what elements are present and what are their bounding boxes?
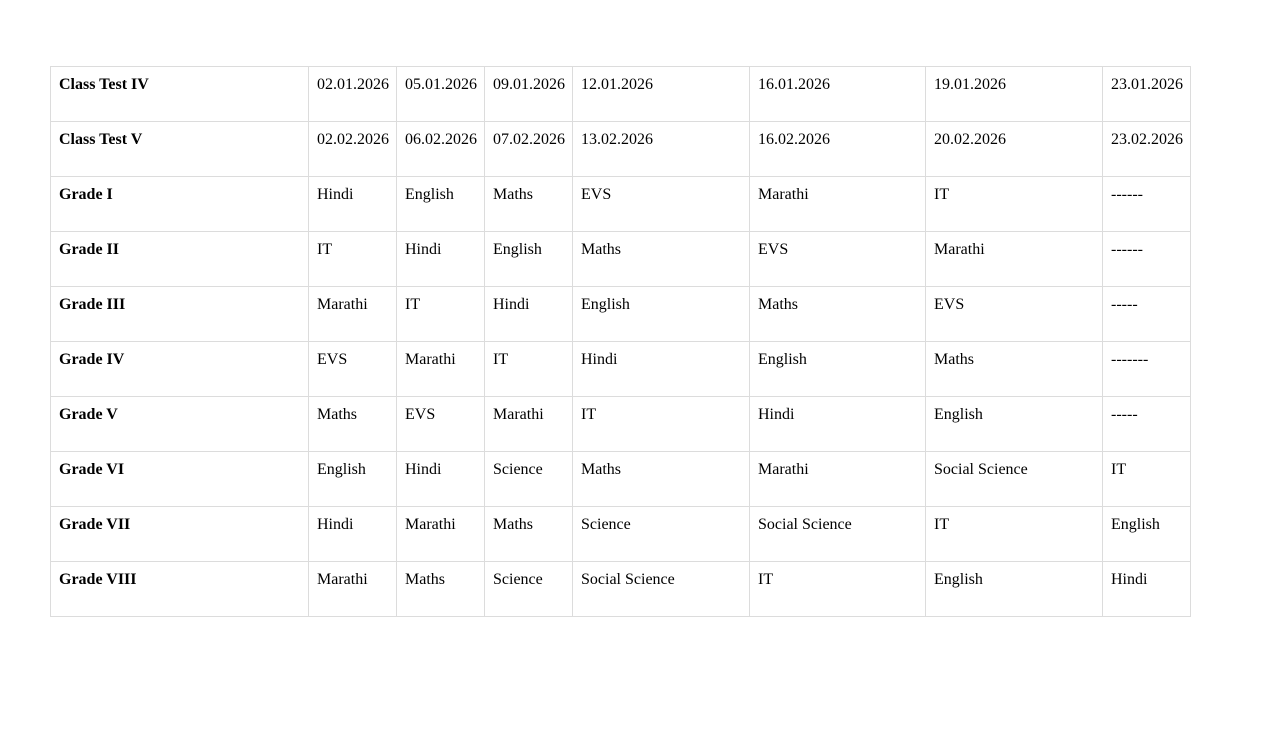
table-cell: IT bbox=[485, 342, 573, 397]
table-row bbox=[51, 397, 1191, 452]
table-cell: Hindi bbox=[485, 287, 573, 342]
table-cell: ------ bbox=[1103, 177, 1191, 232]
table-cell: 23.02.2026 bbox=[1103, 122, 1191, 177]
table-cell: Social Science bbox=[573, 562, 750, 617]
table-row bbox=[51, 342, 1191, 397]
row-label: Grade IV bbox=[51, 342, 309, 397]
table-cell: 23.01.2026 bbox=[1103, 67, 1191, 122]
table-cell: Social Science bbox=[750, 507, 926, 562]
table-cell: 02.01.2026 bbox=[309, 67, 397, 122]
table-cell: 07.02.2026 bbox=[485, 122, 573, 177]
table-cell: Marathi bbox=[309, 562, 397, 617]
table-cell: 12.01.2026 bbox=[573, 67, 750, 122]
row-label: Grade V bbox=[51, 397, 309, 452]
table-cell: English bbox=[1103, 507, 1191, 562]
table-cell: Maths bbox=[309, 397, 397, 452]
table-cell: English bbox=[309, 452, 397, 507]
table-cell: Marathi bbox=[397, 342, 485, 397]
table-cell: IT bbox=[573, 397, 750, 452]
row-label: Grade VI bbox=[51, 452, 309, 507]
table-cell: 19.01.2026 bbox=[926, 67, 1103, 122]
table-cell: Science bbox=[573, 507, 750, 562]
table-row bbox=[51, 177, 1191, 232]
table-cell: Maths bbox=[573, 452, 750, 507]
table-cell: 16.01.2026 bbox=[750, 67, 926, 122]
table-cell: EVS bbox=[573, 177, 750, 232]
table-cell: Maths bbox=[397, 562, 485, 617]
table-row bbox=[51, 287, 1191, 342]
table-cell: Marathi bbox=[309, 287, 397, 342]
table-cell: ----- bbox=[1103, 397, 1191, 452]
table-cell: EVS bbox=[309, 342, 397, 397]
table-cell: Hindi bbox=[309, 177, 397, 232]
table-cell: English bbox=[397, 177, 485, 232]
table-cell: 06.02.2026 bbox=[397, 122, 485, 177]
row-label: Grade VII bbox=[51, 507, 309, 562]
table-cell: Marathi bbox=[397, 507, 485, 562]
table-cell: IT bbox=[926, 507, 1103, 562]
table-row bbox=[51, 562, 1191, 617]
table-cell: English bbox=[485, 232, 573, 287]
table-cell: 16.02.2026 bbox=[750, 122, 926, 177]
row-label: Grade I bbox=[51, 177, 309, 232]
table-cell: Social Science bbox=[926, 452, 1103, 507]
row-label: Class Test IV bbox=[51, 67, 309, 122]
table-cell: Maths bbox=[573, 232, 750, 287]
table-cell: English bbox=[573, 287, 750, 342]
table-cell: 02.02.2026 bbox=[309, 122, 397, 177]
table-row bbox=[51, 507, 1191, 562]
table-cell: IT bbox=[926, 177, 1103, 232]
table-cell: Maths bbox=[926, 342, 1103, 397]
table-cell: Marathi bbox=[485, 397, 573, 452]
table-cell: Maths bbox=[485, 177, 573, 232]
table-cell: Science bbox=[485, 562, 573, 617]
table-cell: Marathi bbox=[926, 232, 1103, 287]
table-cell: English bbox=[926, 397, 1103, 452]
table-cell: 13.02.2026 bbox=[573, 122, 750, 177]
table-cell: Hindi bbox=[309, 507, 397, 562]
table-cell: EVS bbox=[926, 287, 1103, 342]
table-cell: IT bbox=[1103, 452, 1191, 507]
table-cell: Marathi bbox=[750, 452, 926, 507]
table-cell: 05.01.2026 bbox=[397, 67, 485, 122]
table-cell: English bbox=[926, 562, 1103, 617]
row-label: Grade II bbox=[51, 232, 309, 287]
row-label: Grade VIII bbox=[51, 562, 309, 617]
table-cell: IT bbox=[750, 562, 926, 617]
table-cell: Hindi bbox=[750, 397, 926, 452]
table-cell: Marathi bbox=[750, 177, 926, 232]
table-cell: Hindi bbox=[573, 342, 750, 397]
table-cell: ----- bbox=[1103, 287, 1191, 342]
table-cell: 09.01.2026 bbox=[485, 67, 573, 122]
table-row bbox=[51, 122, 1191, 177]
table-row bbox=[51, 452, 1191, 507]
table-cell: Hindi bbox=[1103, 562, 1191, 617]
table-cell: Maths bbox=[750, 287, 926, 342]
table-cell: Science bbox=[485, 452, 573, 507]
table-cell: 20.02.2026 bbox=[926, 122, 1103, 177]
table-cell: Maths bbox=[485, 507, 573, 562]
table-cell: IT bbox=[397, 287, 485, 342]
table-cell: ------- bbox=[1103, 342, 1191, 397]
table-cell: Hindi bbox=[397, 232, 485, 287]
row-label: Grade III bbox=[51, 287, 309, 342]
table-row bbox=[51, 232, 1191, 287]
table-cell: English bbox=[750, 342, 926, 397]
table-cell: IT bbox=[309, 232, 397, 287]
table-cell: EVS bbox=[397, 397, 485, 452]
table-cell: ------ bbox=[1103, 232, 1191, 287]
table-cell: EVS bbox=[750, 232, 926, 287]
table-row bbox=[51, 67, 1191, 122]
exam-schedule-table bbox=[50, 66, 1191, 617]
table-cell: Hindi bbox=[397, 452, 485, 507]
row-label: Class Test V bbox=[51, 122, 309, 177]
